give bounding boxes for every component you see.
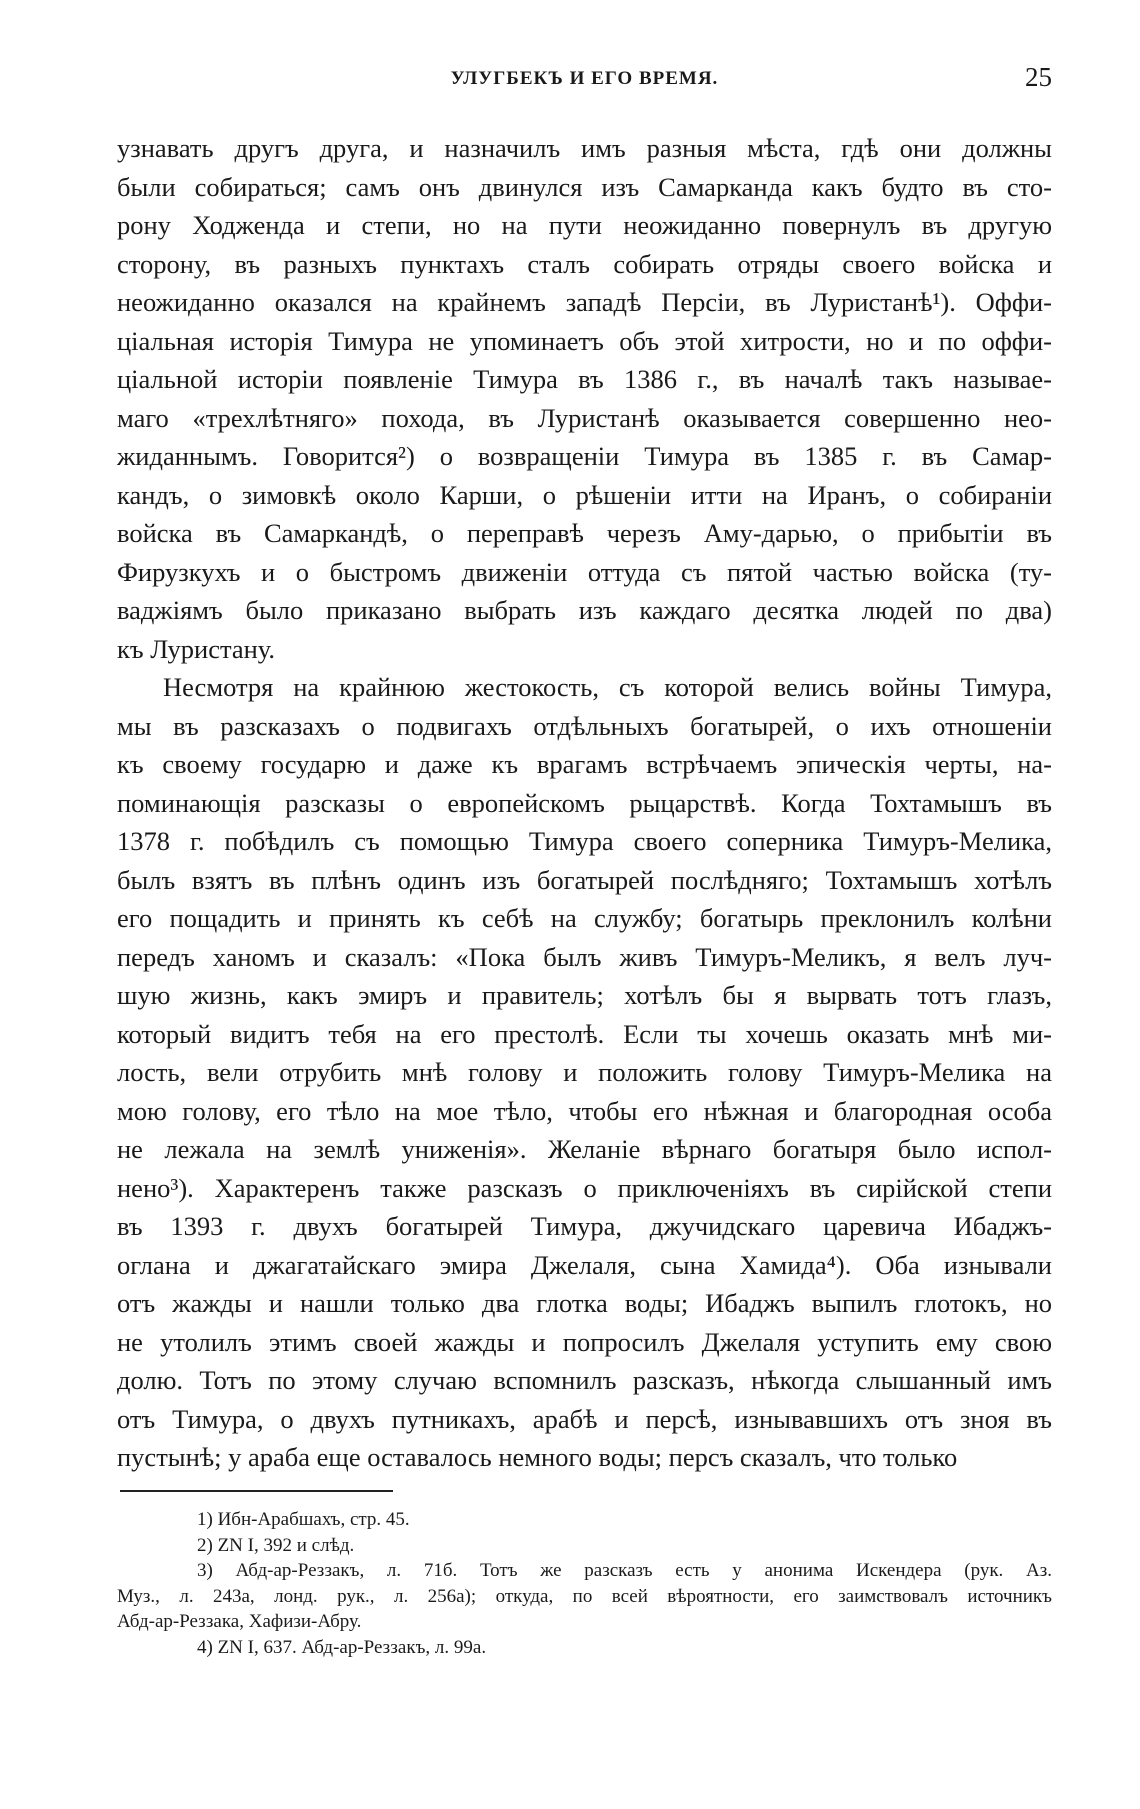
footnote-line: 2) ZN I, 392 и слѣд.: [197, 1534, 355, 1556]
text-line: отъ Тимура, о двухъ путникахъ, арабѣ и персѣ, изнывавшихъ отъ зноя въ: [117, 1403, 1052, 1434]
text-line: передъ ханомъ и сказалъ: «Пока былъ живъ Тимуръ-Меликъ, я велъ луч-: [117, 941, 1052, 972]
text-line: къ своему государю и даже къ врагамъ встрѣчаемъ эпическія черты, на-: [117, 749, 1052, 779]
text-line: Несмотря на крайнюю жестокость, съ которой велись войны Тимура,: [163, 672, 1052, 702]
text-line: маго «трехлѣтняго» похода, въ Луристанѣ оказывается совершенно нео-: [117, 402, 1052, 433]
footnote-line: 3) Абд-ар-Реззакъ, л. 71б. Тотъ же разсказъ есть у анонима Искендера (рук. Аз.: [197, 1560, 1052, 1581]
footnote: [117, 1533, 1052, 1559]
footnote-line: 1) Ибн-Арабшахъ, стр. 45.: [197, 1509, 410, 1530]
text-line: узнавать другъ друга, и назначилъ имъ разныя мѣста, гдѣ они должны: [117, 133, 1052, 163]
text-line: ціальная исторія Тимура не упоминаетъ объ этой хитрости, но и по оффи-: [117, 325, 1052, 356]
text-line: ціальной исторіи появленіе Тимура въ 1386 г., въ началѣ такъ называе-: [117, 364, 1052, 394]
page-number: 25: [1025, 62, 1052, 92]
text-line: неожиданно оказался на крайнемъ западѣ Персіи, въ Луристанѣ¹). Оффи-: [117, 287, 1052, 317]
text-line: лость, вели отрубить мнѣ голову и положить голову Тимуръ-Мелика на: [117, 1057, 1052, 1087]
text-line: Фирузкухъ и о быстромъ движеніи оттуда съ пятой частью войска (ту-: [117, 556, 1052, 587]
text-line: не утолилъ этимъ своей жажды и попросилъ Джелаля уступить ему свою: [117, 1326, 1052, 1357]
running-title: УЛУГБЕКЪ И ЕГО ВРЕМЯ.: [450, 68, 719, 89]
text-line: въ 1393 г. двухъ богатырей Тимура, джучидскаго царевича Ибаджъ-: [117, 1211, 1052, 1241]
footnote: [117, 1558, 1052, 1635]
text-line: который видитъ тебя на его престолѣ. Если ты хочешь оказать мнѣ ми-: [117, 1018, 1052, 1049]
text-line: шую жизнь, какъ эмиръ и правитель; хотѣлъ бы я вырвать тотъ глазъ,: [117, 980, 1052, 1010]
text-line: ваджіямъ было приказано выбрать изъ каждаго десятка людей по два): [117, 595, 1052, 625]
footnote-line: 4) ZN I, 637. Абд-ар-Реззакъ, л. 99а.: [197, 1636, 487, 1658]
footnote-separator: [120, 1490, 393, 1492]
page-header: [117, 62, 1052, 96]
text-line: мою голову, его тѣло на мое тѣло, чтобы его нѣжная и благородная особа: [117, 1095, 1052, 1126]
paragraph: [117, 668, 1052, 1477]
text-line: 1378 г. побѣдилъ съ помощью Тимура своего соперника Тимуръ-Мелика,: [117, 826, 1052, 856]
text-line: мы въ разсказахъ о подвигахъ отдѣльныхъ богатырей, о ихъ отношеніи: [117, 710, 1052, 741]
text-line: поминающія разсказы о европейскомъ рыцарствѣ. Когда Тохтамышъ въ: [117, 787, 1052, 818]
text-line: кандъ, о зимовкѣ около Карши, о рѣшеніи итти на Иранъ, о собираніи: [117, 479, 1052, 510]
footnotes: [117, 1507, 1052, 1660]
text-line: отъ жажды и нашли только два глотка воды; Ибаджъ выпилъ глотокъ, но: [117, 1288, 1052, 1318]
footnote: [117, 1507, 1052, 1533]
text-line: сторону, въ разныхъ пунктахъ сталъ собирать отряды своего войска и: [117, 248, 1052, 279]
text-line: пустынѣ; у араба еще оставалось немного воды; персъ сказалъ, что только: [117, 1442, 958, 1472]
paragraph: [117, 129, 1052, 668]
text-line: рону Ходженда и степи, но на пути неожиданно повернулъ въ другую: [117, 210, 1052, 240]
text-line: его пощадить и принять къ себѣ на службу; богатырь преклонилъ колѣни: [117, 903, 1052, 933]
text-line: жиданнымъ. Говорится²) о возвращеніи Тимура въ 1385 г. въ Самар-: [117, 441, 1052, 471]
text-line: войска въ Самаркандѣ, о переправѣ черезъ Аму-дарью, о прибытіи въ: [117, 518, 1052, 548]
text-line: оглана и джагатайскаго эмира Джелаля, сына Хамида⁴). Оба изнывали: [117, 1249, 1052, 1280]
footnote-line: Абд-ар-Реззака, Хафизи-Абру.: [117, 1611, 362, 1632]
text-line: былъ взятъ въ плѣнъ одинъ изъ богатырей послѣдняго; Тохтамышъ хотѣлъ: [117, 864, 1052, 895]
text-line: долю. Тотъ по этому случаю вспомнилъ разсказъ, нѣкогда слышанный имъ: [117, 1365, 1052, 1395]
text-line: къ Луристану.: [117, 633, 276, 664]
text-line: не лежала на землѣ униженія». Желаніе вѣрнаго богатыря было испол-: [117, 1134, 1052, 1164]
footnote-line: Муз., л. 243а, лонд. рук., л. 256а); откуда, по всей вѣроятности, его заимствовалъ источникъ: [117, 1585, 1052, 1607]
text-line: нено³). Характеренъ также разсказъ о приключеніяхъ въ сирійской степи: [117, 1172, 1052, 1203]
text-line: были собираться; самъ онъ двинулся изъ Самарканда какъ будто въ сто-: [117, 171, 1052, 202]
footnote: [117, 1635, 1052, 1661]
body-text: [117, 129, 1052, 1477]
